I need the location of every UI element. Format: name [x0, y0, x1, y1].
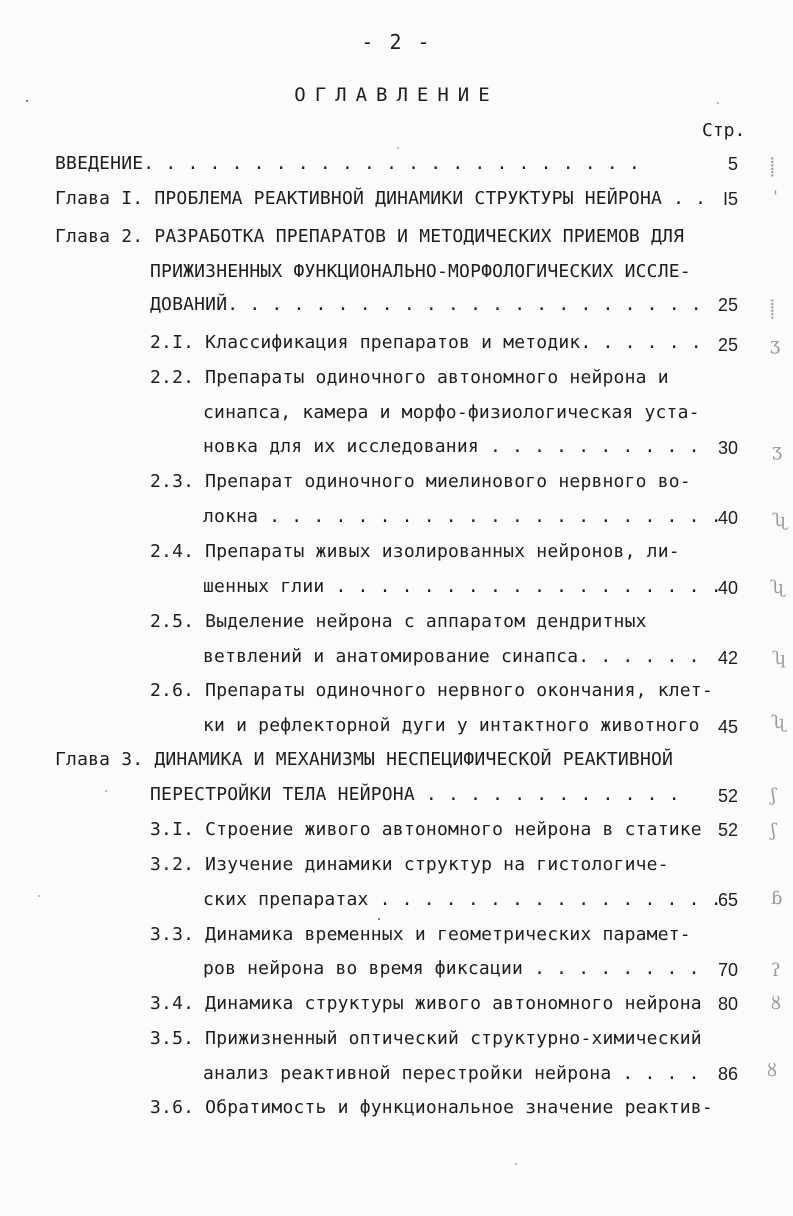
- scan-speck: [26, 100, 28, 102]
- toc-entry-2-3: 2.3. Препарат одиночного миелинового нервного во-: [150, 471, 691, 492]
- page-column-label: Стр.: [702, 120, 746, 141]
- pencil-mark-icon: ʯ: [770, 577, 784, 598]
- pencil-mark-icon: ʯ: [771, 712, 785, 733]
- page-number: - 2 -: [361, 30, 432, 54]
- toc-page: 30: [717, 438, 738, 458]
- pencil-mark-icon: ˈ: [773, 188, 778, 209]
- scan-speck: [105, 790, 107, 792]
- toc-entry-2-6-line-2: ки и рефлекторной дуги у интактного животного: [203, 715, 700, 736]
- toc-page: 52: [717, 786, 738, 806]
- toc-entry-3-6: 3.6. Обратимость и функциональное значение реактив-: [150, 1097, 713, 1118]
- pencil-mark-icon: ʔ: [771, 960, 781, 981]
- pencil-mark-icon: ⸽: [770, 157, 775, 178]
- toc-page: 52: [717, 820, 738, 840]
- toc-entry-2-3-line-2: локна . . . . . . . . . . . . . . . . . . . . .: [203, 506, 722, 527]
- scan-speck: [717, 102, 719, 104]
- toc-entry-3-3: 3.3. Динамика временных и геометрических парамет-: [150, 924, 691, 945]
- scan-speck: [397, 147, 399, 149]
- toc-entry-2-1: 2.I. Классификация препаратов и методик. . . . . .: [150, 332, 702, 353]
- toc-entry-2-4-line-2: шенных глии . . . . . . . . . . . . . . . . . .: [203, 576, 722, 597]
- toc-entry-2-2-line-3: новка для их исследования . . . . . . . . . .: [203, 436, 700, 457]
- toc-entry-introduction: ВВЕДЕНИЕ. . . . . . . . . . . . . . . . . . . . . . .: [55, 153, 640, 174]
- scan-speck: [515, 1163, 517, 1165]
- toc-page: I5: [722, 189, 738, 209]
- toc-page: 40: [717, 578, 738, 598]
- toc-entry-2-5-line-2: ветвлений и анатомирование синапса. . . . . .: [203, 646, 700, 667]
- toc-entry-3-2-line-2: ских препаратах . . . . . . . . . . . . . . . .: [203, 889, 722, 910]
- toc-entry-3-5-line-2: анализ реактивной перестройки нейрона . . . .: [203, 1063, 700, 1084]
- toc-entry-2-2-line-2: синапса, камера и морфо-физиологическая уста-: [203, 402, 700, 423]
- toc-entry-3-4: 3.4. Динамика структуры живого автономного нейрона: [150, 993, 702, 1014]
- toc-entry-chapter-2: Глава 2. РАЗРАБОТКА ПРЕПАРАТОВ И МЕТОДИЧЕСКИХ ПРИЕМОВ ДЛЯ: [55, 226, 685, 247]
- scan-speck: [378, 918, 380, 920]
- toc-page: 25: [717, 295, 738, 315]
- pencil-mark-icon: ȣ: [767, 1060, 777, 1081]
- toc-entry-2-2: 2.2. Препараты одиночного автономного нейрона и: [150, 367, 669, 388]
- pencil-mark-icon: ʯ: [772, 510, 786, 531]
- toc-entry-3-1: 3.I. Строение живого автономного нейрона в статике: [150, 819, 702, 840]
- toc-entry-3-3-line-2: ров нейрона во время фиксации . . . . . . . .: [203, 958, 700, 979]
- toc-page: 70: [717, 960, 738, 980]
- toc-page: 42: [717, 648, 738, 668]
- toc-page: 45: [717, 717, 738, 737]
- toc-entry-chapter-2-line-3: ДОВАНИЙ. . . . . . . . . . . . . . . . . . . . . .: [150, 294, 702, 315]
- scan-speck: [38, 895, 40, 897]
- pencil-mark-icon: ʒ: [772, 440, 783, 461]
- toc-page: 5: [727, 154, 738, 174]
- pencil-mark-icon: ʮ: [772, 648, 787, 669]
- pencil-mark-icon: ʒ: [770, 334, 781, 355]
- toc-page: 65: [717, 890, 738, 910]
- pencil-mark-icon: ȣ: [771, 993, 781, 1014]
- toc-entry-3-2: 3.2. Изучение динамики структур на гистологиче-: [150, 854, 669, 875]
- toc-page: 25: [717, 335, 738, 355]
- toc-page: 40: [717, 508, 738, 528]
- toc-entry-2-5: 2.5. Выделение нейрона с аппаратом дендритных: [150, 611, 647, 632]
- toc-page: 86: [717, 1064, 738, 1084]
- pencil-mark-icon: ʃ: [771, 785, 776, 806]
- toc-entry-chapter-2-line-2: ПРИЖИЗНЕННЫХ ФУНКЦИОНАЛЬНО-МОРФОЛОГИЧЕСКИХ ИССЛЕ-: [150, 261, 691, 282]
- toc-entry-chapter-3: Глава 3. ДИНАМИКА И МЕХАНИЗМЫ НЕСПЕЦИФИЧЕСКОЙ РЕАКТИВНОЙ: [55, 749, 674, 770]
- toc-entry-chapter-1: Глава I. ПРОБЛЕМА РЕАКТИВНОЙ ДИНАМИКИ СТРУКТУРЫ НЕЙРОНА . .: [55, 188, 707, 209]
- toc-entry-2-4: 2.4. Препараты живых изолированных нейронов, ли-: [150, 541, 680, 562]
- toc-page: 80: [717, 994, 738, 1014]
- toc-entry-3-5: 3.5. Прижизненный оптический структурно-химический: [150, 1028, 702, 1049]
- pencil-mark-icon: ʃ: [771, 820, 776, 841]
- page-title: ОГЛАВЛЕНИЕ: [294, 84, 499, 106]
- toc-entry-chapter-3-line-2: ПЕРЕСТРОЙКИ ТЕЛА НЕЙРОНА . . . . . . . . . . . .: [150, 784, 680, 805]
- pencil-mark-icon: ⸽: [770, 299, 775, 320]
- toc-entry-2-6: 2.6. Препараты одиночного нервного окончания, клет-: [150, 680, 713, 701]
- pencil-mark-icon: ɓ: [771, 888, 783, 909]
